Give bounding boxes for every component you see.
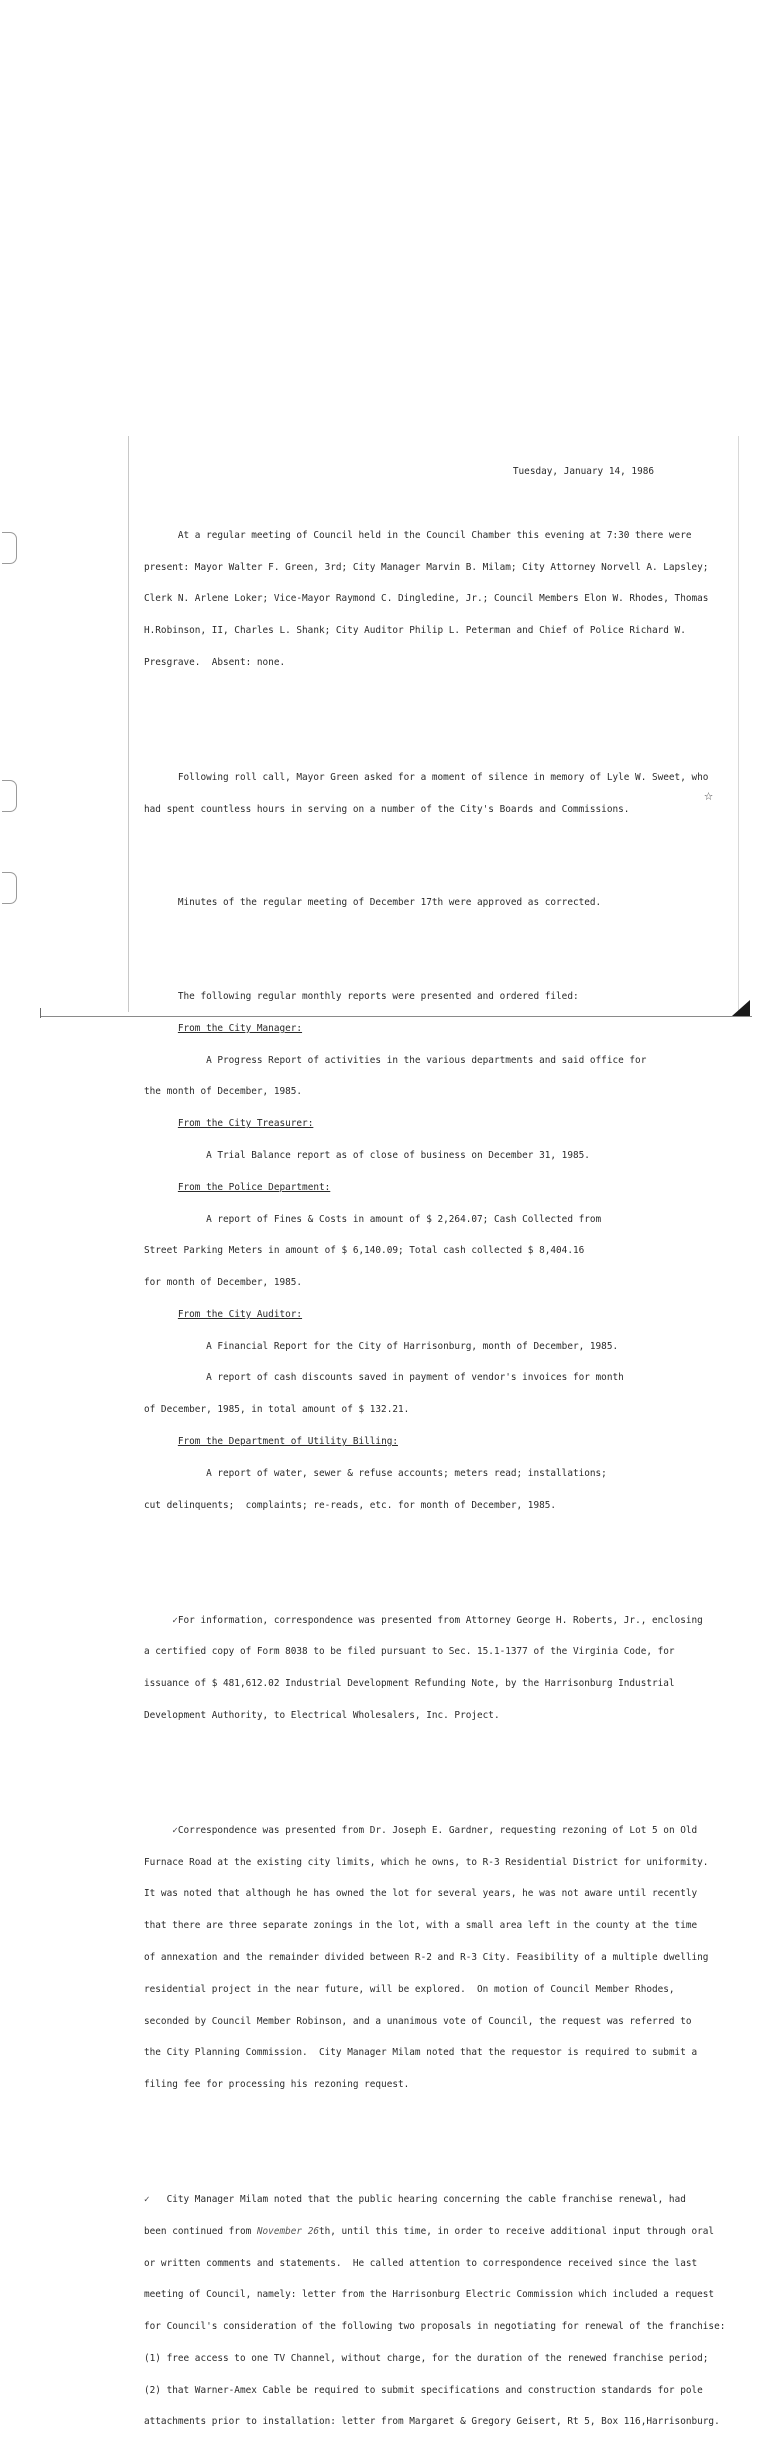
text-line: the month of December, 1985. — [144, 1086, 303, 1098]
utility-billing-heading: From the Department of Utility Billing: — [177, 1436, 398, 1448]
reports-intro: The following regular monthly reports were presented and ordered filed: — [144, 991, 579, 1003]
attendance-paragraph — [144, 510, 742, 690]
text-line: for month of December, 1985. — [144, 1277, 303, 1289]
text-line: filing fee for processing his rezoning request. — [144, 2079, 410, 2091]
city-treasurer-heading: From the City Treasurer: — [177, 1118, 314, 1130]
text-line: A report of cash discounts saved in payment of vendor's invoices for month — [144, 1372, 624, 1384]
text-line: Furnace Road at the existing city limits, which he owns, to R-3 Residential District for uniformity. — [144, 1856, 709, 1868]
text-line: been continued from — [144, 2225, 257, 2237]
text-line: Correspondence was presented from Dr. Joseph E. Gardner, requesting rezoning of Lot 5 on Old — [177, 1824, 698, 1836]
silence-paragraph — [144, 752, 742, 837]
text-line: A report of Fines & Costs in amount of $ 2,264.07; Cash Collected from — [144, 1213, 602, 1225]
text-line: or written comments and statements. He called attention to correspondence received since the last — [144, 2257, 698, 2269]
handwritten-date: November 26 — [256, 2225, 319, 2237]
text-line: a certified copy of Form 8038 to be filed pursuant to Sec. 15.1-1377 of the Virginia Code, for — [144, 1646, 675, 1658]
bottom-tick — [40, 1008, 41, 1018]
text-line: present: Mayor Walter F. Green, 3rd; City Manager Marvin B. Milam; City Attorney Norvell A. Lapsley; — [144, 561, 709, 573]
text-line: H.Robinson, II, Charles L. Shank; City Auditor Philip L. Peterman and Chief of Police Richard W. — [144, 625, 686, 637]
text-line: of December, 1985, in total amount of $ 132.21. — [144, 1404, 410, 1416]
text-line: Development Authority, to Electrical Wholesalers, Inc. Project. — [144, 1709, 500, 1721]
punch-hole-mark — [2, 872, 17, 904]
star-icon: ☆ — [704, 786, 714, 804]
text-line: A Financial Report for the City of Harrisonburg, month of December, 1985. — [144, 1340, 619, 1352]
text-line: (2) that Warner-Amex Cable be required to submit specifications and construction standards for pole — [144, 2384, 703, 2396]
text-line: cut delinquents; complaints; re-reads, etc. for month of December, 1985. — [144, 1499, 557, 1511]
check-mark-icon: ✓ — [172, 1824, 178, 1836]
text-line: the City Planning Commission. City Manager Milam noted that the requestor is required to submit a — [144, 2047, 698, 2059]
text-line: City Manager Milam noted that the public hearing concerning the cable franchise renewal, had — [149, 2194, 686, 2205]
text-line: Clerk N. Arlene Loker; Vice-Mayor Raymond C. Dingledine, Jr.; Council Members Elon W. Rhodes, Thomas — [144, 593, 709, 605]
text-line: A Trial Balance report as of close of business on December 31, 1985. — [144, 1150, 590, 1161]
roberts-correspondence-paragraph — [144, 1594, 742, 1742]
punch-hole-mark — [2, 532, 17, 564]
minutes-approval-line: Minutes of the regular meeting of December 17th were approved as corrected. — [144, 897, 602, 909]
text-line: (1) free access to one TV Channel, without charge, for the duration of the renewed franchise period; — [144, 2352, 709, 2364]
text-line: that there are three separate zonings in the lot, with a small area left in the county at the time — [144, 1920, 698, 1932]
check-mark-icon: ✓ — [144, 2194, 150, 2205]
text-line: Presgrave. Absent: none. — [144, 656, 286, 668]
monthly-reports-section — [144, 971, 742, 1532]
text-line: th, until this time, in order to receive additional input through oral — [318, 2225, 715, 2237]
text-line: Following roll call, Mayor Green asked for a moment of silence in memory of Lyle W. Sweet, who — [144, 771, 709, 783]
text-line: for Council's consideration of the following two proposals in negotiating for renewal of the franchise: — [144, 2321, 726, 2333]
text-line: of annexation and the remainder divided between R-2 and R-3 City. Feasibility of a multiple dwelling — [144, 1951, 709, 1963]
gardner-rezoning-paragraph — [144, 1805, 742, 2112]
text-line: meeting of Council, namely: letter from the Harrisonburg Electric Commission which included a request — [144, 2289, 715, 2301]
text-line: At a regular meeting of Council held in the Council Chamber this evening at 7:30 there were — [144, 529, 692, 541]
city-auditor-heading: From the City Auditor: — [177, 1308, 303, 1320]
text-line: A Progress Report of activities in the various departments and said office for — [144, 1054, 647, 1066]
text-line: A report of water, sewer & refuse accounts; meters read; installations; — [144, 1467, 607, 1479]
punch-hole-mark — [2, 780, 17, 812]
check-mark-icon: ✓ — [172, 1614, 178, 1626]
city-manager-heading: From the City Manager: — [177, 1022, 303, 1034]
text-line: had spent countless hours in serving on a number of the City's Boards and Commissions. — [144, 803, 630, 815]
text-line: issuance of $ 481,612.02 Industrial Development Refunding Note, by the Harrisonburg Industrial — [144, 1678, 675, 1690]
police-department-heading: From the Police Department: — [177, 1181, 331, 1193]
minutes-document — [144, 446, 742, 2460]
text-line: seconded by Council Member Robinson, and a unanimous vote of Council, the request was referred to — [144, 2015, 692, 2027]
text-line: attachments prior to installation: letter from Margaret & Gregory Geisert, Rt 5, Box 116,Harrisonburg. — [144, 2416, 720, 2428]
text-line: Street Parking Meters in amount of $ 6,140.09; Total cash collected $ 8,404.16 — [144, 1245, 585, 1257]
text-line: It was noted that although he has owned the lot for several years, he was not aware until recently — [144, 1888, 698, 1900]
meeting-date: Tuesday, January 14, 1986 — [512, 466, 654, 478]
text-line: For information, correspondence was presented from Attorney George H. Roberts, Jr., enclosing — [177, 1614, 703, 1626]
cable-franchise-paragraph — [144, 2174, 742, 2449]
text-line: residential project in the near future, will be explored. On motion of Council Member Rhodes, — [144, 1983, 675, 1995]
